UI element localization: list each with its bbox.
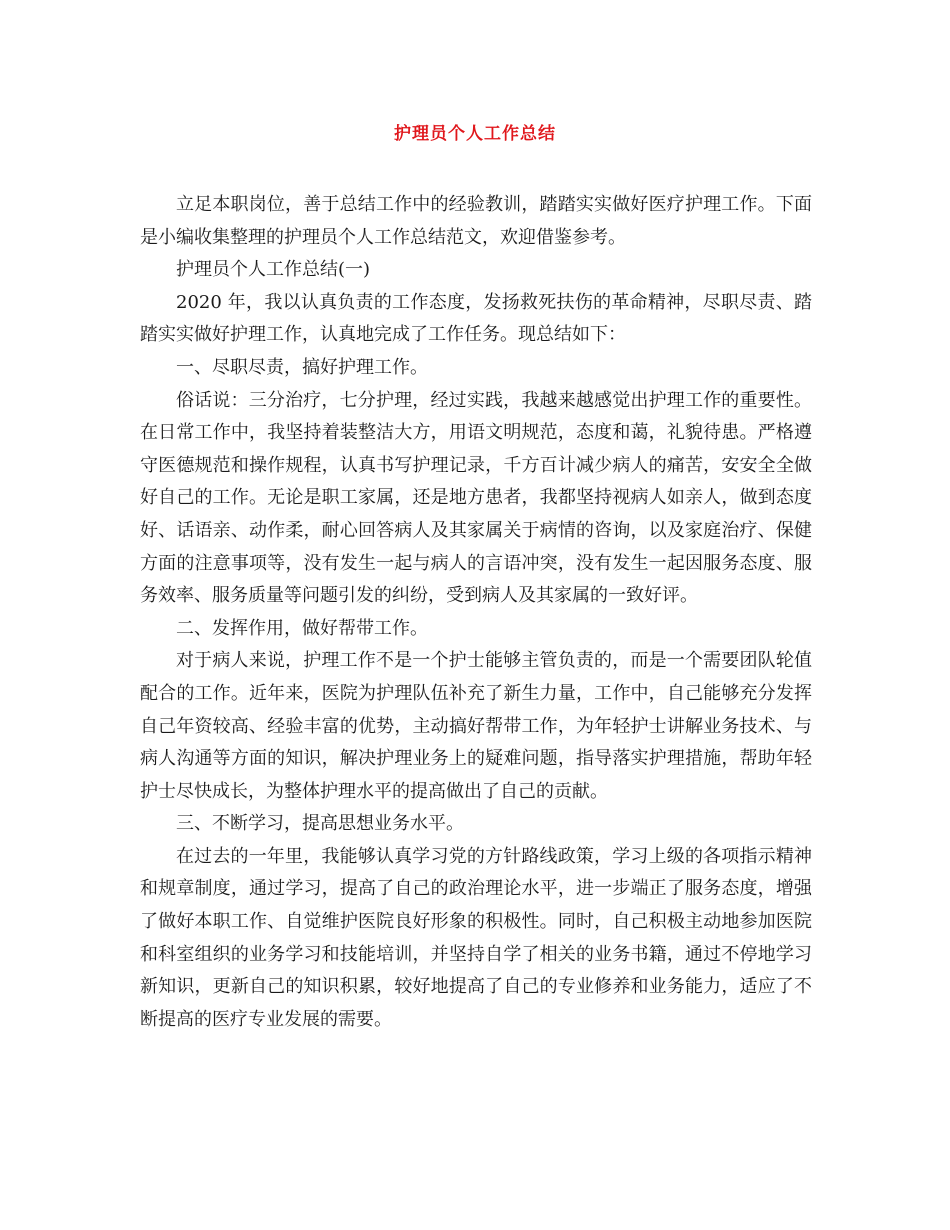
section-heading-3: 三、不断学习，提高思想业务水平。 <box>176 813 464 835</box>
body-paragraph: 在过去的一年里，我能够认真学习党的方针路线政策，学习上级的各项指示精神和规章制度，通过学习，提高了自己的政治理论水平，进一步端正了服务态度，增强了做好本职工作、自觉维护医院良好形象的积极性。同时，自己积极主动地参加医院和科室组织的业务学习和技能培训，并坚持自学了相关的业务书籍，通过不停地学习新知识，更新自己的知识积累，较好地提高了自己的专业修养和业务能力，适应了不断提高的医疗专业发展的需要。 <box>140 845 812 1030</box>
body-paragraph: 俗话说：三分治疗，七分护理，经过实践，我越来越感觉出护理工作的重要性。在日常工作中，我坚持着装整洁大方，用语文明规范，态度和蔼，礼貌待患。严格遵守医德规范和操作规程，认真书写护理记录，千方百计减少病人的痛苦，安安全全做好自己的工作。无论是职工家属，还是地方患者，我都坚持视病人如亲人，做到态度好、话语亲、动作柔，耐心回答病人及其家属关于病情的咨询，以及家庭治疗、保健方面的注意事项等，没有发生一起与病人的言语冲突，没有发生一起因服务态度、服务效率、服务质量等问题引发的纠纷，受到病人及其家属的一致好评。 <box>140 389 812 607</box>
section-subtitle: 护理员个人工作总结(一) <box>176 259 371 281</box>
document-title: 护理员个人工作总结 <box>394 124 556 144</box>
section-heading-1: 一、尽职尽责，搞好护理工作。 <box>176 356 428 378</box>
body-paragraph: 对于病人来说，护理工作不是一个护士能够主管负责的，而是一个需要团队轮值配合的工作。近年来，医院为护理队伍补充了新生力量，工作中，自己能够充分发挥自己年资较高、经验丰富的优势，主动搞好帮带工作，为年轻护士讲解业务技术、与病人沟通等方面的知识，解决护理业务上的疑难问题，指导落实护理措施，帮助年轻护士尽快成长，为整体护理水平的提高做出了自己的贡献。 <box>140 650 812 802</box>
intro-paragraph: 立足本职岗位，善于总结工作中的经验教训，踏踏实实做好医疗护理工作。下面是小编收集整理的护理员个人工作总结范文，欢迎借鉴参考。 <box>140 194 812 248</box>
document-body <box>140 189 812 1036</box>
section-heading-2: 二、发挥作用，做好帮带工作。 <box>176 617 428 639</box>
body-paragraph: 2020 年，我以认真负责的工作态度，发扬救死扶伤的革命精神，尽职尽责、踏踏实实做好护理工作，认真地完成了工作任务。现总结如下： <box>140 291 812 346</box>
